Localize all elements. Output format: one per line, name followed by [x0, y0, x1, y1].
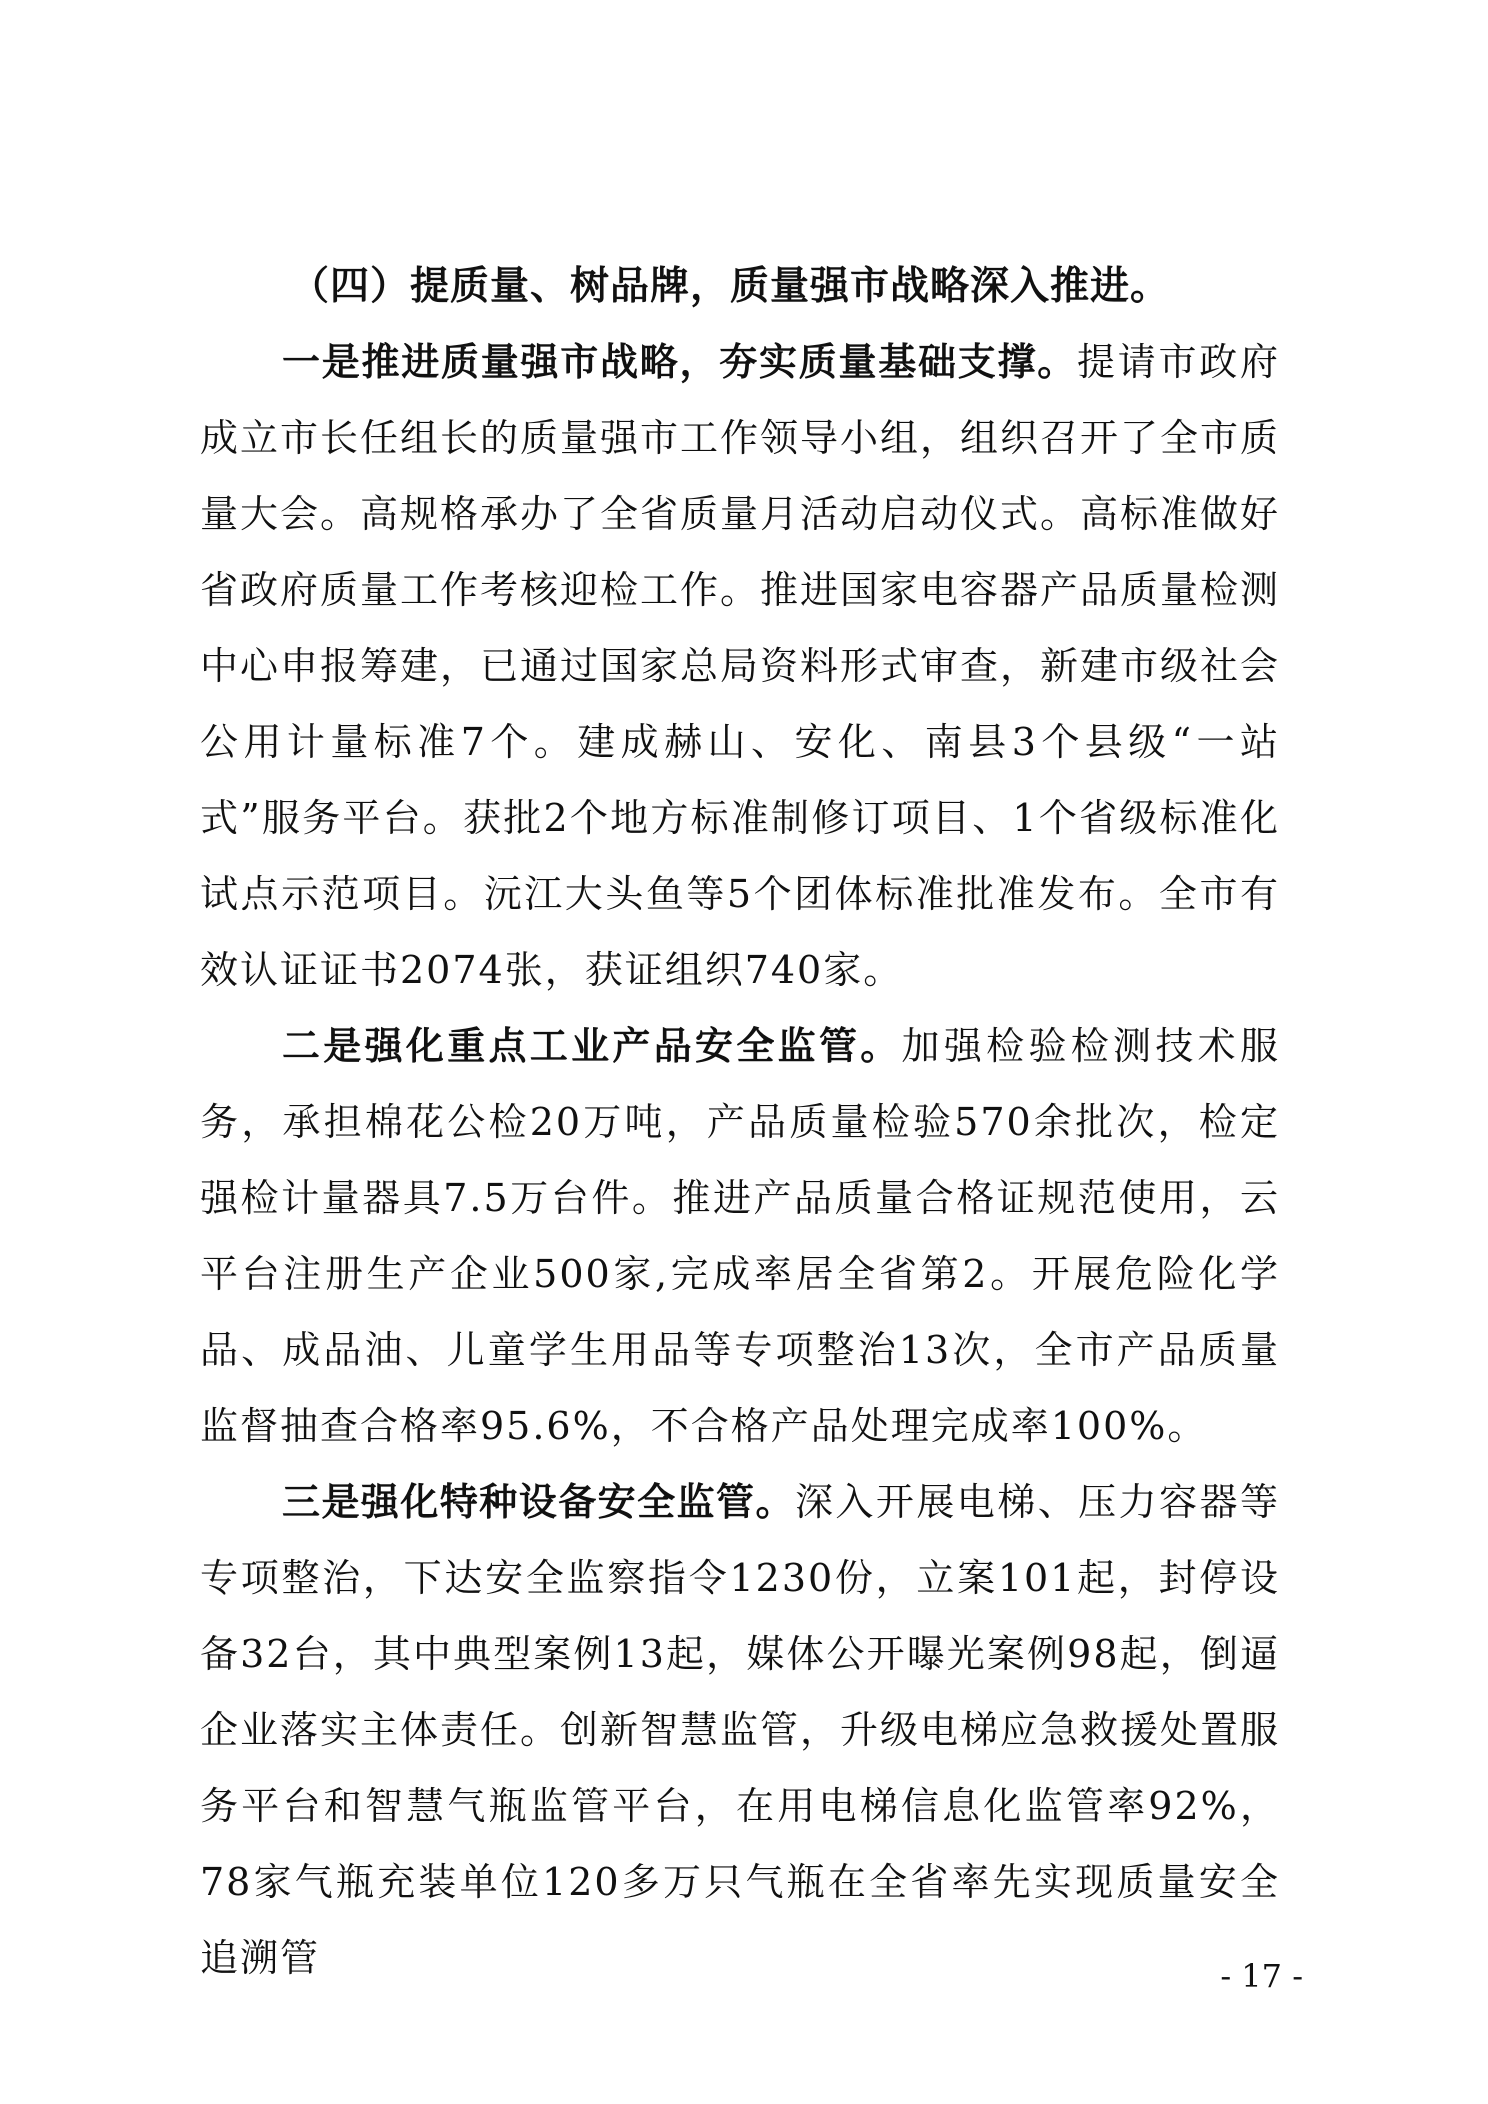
paragraph-lead: 一是推进质量强市战略，夯实质量基础支撑。	[282, 339, 1077, 384]
paragraph-body: 提请市政府成立市长任组长的质量强市工作领导小组，组织召开了全市质量大会。高规格承办了全省质量月活动启动仪式。高标准做好省政府质量工作考核迎检工作。推进国家电容器产品质量检测中心申报筹建，已通过国家总局资料形式审查，新建市级社会公用计量标准7个。建成赫山、安化、南县3个县级“一站式”服务平台。获批2个地方标准制修订项目、1个省级标准化试点示范项目。沅江大头鱼等5个团体标准批准发布。全市有效认证证书2074张，获证组织740家。	[200, 340, 1281, 992]
paragraph-quality-strategy	[200, 324, 1280, 1008]
paragraph-lead: 二是强化重点工业产品安全监管。	[282, 1023, 902, 1068]
section-heading: （四）提质量、树品牌，质量强市战略深入推进。	[290, 263, 1171, 309]
paragraph-lead: 三是强化特种设备安全监管。	[282, 1479, 795, 1524]
paragraph-body: 加强检验检测技术服务，承担棉花公检20万吨，产品质量检验570余批次，检定强检计量器具7.5万台件。推进产品质量合格证规范使用，云平台注册生产企业500家,完成率居全省第2。开展危险化学品、成品油、儿童学生用品等专项整治13次，全市产品质量监督抽查合格率95.6%，不合格产品处理完成率100%。	[200, 1024, 1280, 1448]
paragraph-industrial-products	[200, 1008, 1280, 1464]
document-body	[200, 248, 1280, 1996]
page-number: - 17 -	[1220, 1957, 1303, 1995]
paragraph-body: 深入开展电梯、压力容器等专项整治，下达安全监察指令1230份，立案101起，封停设备32台，其中典型案例13起，媒体公开曝光案例98起，倒逼企业落实主体责任。创新智慧监管，升级电梯应急救援处置服务平台和智慧气瓶监管平台，在用电梯信息化监管率92%，78家气瓶充装单位120多万只气瓶在全省率先实现质量安全追溯管	[200, 1480, 1281, 1980]
paragraph-special-equipment	[200, 1464, 1280, 1996]
